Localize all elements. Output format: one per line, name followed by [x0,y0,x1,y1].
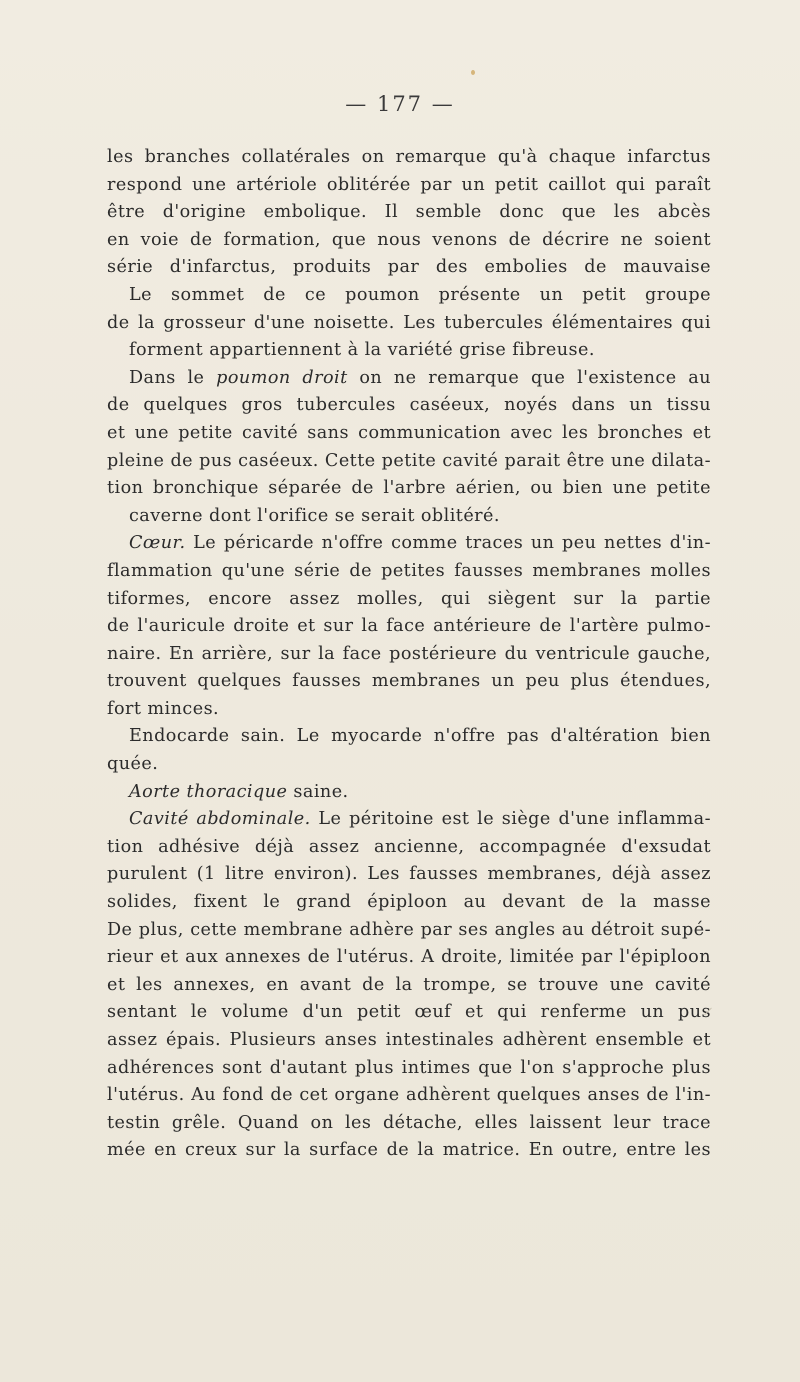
italic-term: Aorte thoracique [129,781,288,802]
text-line: Cavité abdominale. Le péritoine est le siège d'une inflamma- [129,809,711,830]
text-line: mée en creux sur la surface de la matrice. En outre, entre les [107,1140,711,1161]
text-line: sentant le volume d'un petit œuf et qui renferme un pus [107,1002,711,1023]
text-line: être d'origine embolique. Il semble donc que les abcès [107,202,711,223]
text-line: forment appartiennent à la variété grise fibreuse. [129,340,595,361]
text-line: série d'infarctus, produits par des embolies de mauvaise [107,257,711,278]
text-line: adhérences sont d'autant plus intimes que l'on s'approche plus [107,1057,711,1078]
text-line: flammation qu'une série de petites fausses membranes molles [107,560,711,581]
text-line: purulent (1 litre environ). Les fausses membranes, déjà assez [107,864,711,885]
text-line: de la grosseur d'une noisette. Les tubercules élémentaires qui [107,312,711,333]
text-line: caverne dont l'orifice se serait oblitéré. [129,505,500,526]
text-line: de l'auricule droite et sur la face antérieure de l'artère pulmo- [107,616,711,637]
text-line: Dans le poumon droit on ne remarque que l'existence au [129,367,711,388]
text-line: et les annexes, en avant de la trompe, se trouve une cavité [107,974,711,995]
text-line: rieur et aux annexes de l'utérus. A droite, limitée par l'épiploon [107,947,711,968]
text-line: pleine de pus caséeux. Cette petite cavité parait être une dilata- [107,450,711,471]
text-line: solides, fixent le grand épiploon au devant de la masse [107,892,711,913]
italic-term: Cavité abdominale. [129,809,311,830]
text-line: assez épais. Plusieurs anses intestinales adhèrent ensemble et [107,1030,711,1050]
text-line: tion bronchique séparée de l'arbre aérien, ou bien une petite [107,478,711,499]
page-number: — 177 — [345,92,455,116]
text-line: de quelques gros tubercules caséeux, noyés dans un tissu [107,395,711,416]
text-line: quée. [107,754,159,775]
text-line: naire. En arrière, sur la face postérieure du ventricule gauche, [107,643,711,664]
text-line: tion adhésive déjà assez ancienne, accompagnée d'exsudat [107,836,711,857]
text-line: Le sommet de ce poumon présente un petit groupe [129,284,711,305]
italic-term: Cœur. [129,533,186,554]
body-text [107,144,711,1165]
text-line: tiformes, encore assez molles, qui siègent sur la partie [107,588,711,609]
text-line: Cœur. Le péricarde n'offre comme traces un peu nettes d'in- [129,533,711,554]
text-line: respond une artériole oblitérée par un petit caillot qui paraît [107,174,711,195]
text-line: Endocarde sain. Le myocarde n'offre pas d'altération bien [129,726,711,747]
text-line: fort minces. [107,698,220,719]
text-line: et une petite cavité sans communication avec les bronches et [107,422,711,443]
text-line: trouvent quelques fausses membranes un peu plus étendues, [107,671,711,692]
text-line: testin grêle. Quand on les détache, elles laissent leur trace [107,1112,711,1133]
paper-spot [471,70,475,75]
text-line: Aorte thoracique saine. [129,781,349,802]
text-line: en voie de formation, que nous venons de décrire ne soient [107,229,711,250]
text-line: l'utérus. Au fond de cet organe adhèrent quelques anses de l'in- [107,1085,711,1106]
text-line: les branches collatérales on remarque qu'à chaque infarctus [107,147,711,167]
italic-term: poumon droit [216,367,348,388]
text-line: De plus, cette membrane adhère par ses angles au détroit supé- [107,919,711,940]
